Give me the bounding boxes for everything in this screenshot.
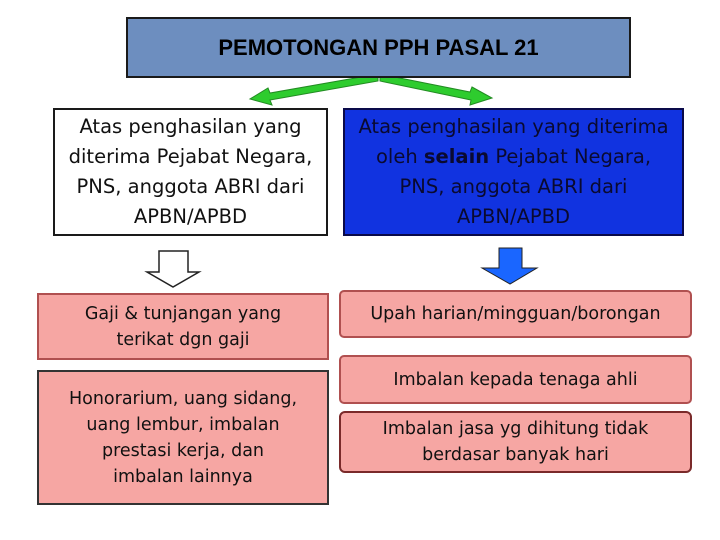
hollow-down-arrow-icon bbox=[147, 251, 199, 287]
right-header-line-suffix: Pejabat Negara, bbox=[489, 145, 652, 168]
right-item-expert-fee bbox=[339, 355, 692, 404]
left-header-line: Atas penghasilan yang bbox=[79, 115, 302, 138]
left-header-line: diterima Pejabat Negara, bbox=[68, 145, 313, 168]
left-item-honorarium bbox=[37, 370, 329, 505]
right-header-text bbox=[358, 112, 668, 232]
left-header-line: APBN/APBD bbox=[133, 205, 248, 228]
left-header-box bbox=[53, 108, 328, 236]
right-header-line bbox=[358, 142, 668, 172]
left-header-line: PNS, anggota ABRI dari bbox=[76, 175, 305, 198]
item-line: Gaji & tunjangan yang bbox=[84, 303, 282, 324]
right-item-daily-wage bbox=[339, 290, 692, 338]
selain-emphasis: selain bbox=[423, 145, 490, 168]
item-line: Upah harian/mingguan/borongan bbox=[370, 304, 661, 324]
right-header-line: Atas penghasilan yang diterima bbox=[358, 115, 669, 138]
blue-down-arrow-icon bbox=[482, 248, 537, 284]
split-arrow-icon bbox=[250, 74, 492, 105]
item-line: Imbalan kepada tenaga ahli bbox=[393, 369, 638, 390]
right-item-service-fee bbox=[339, 411, 692, 473]
item-line: imbalan lainnya bbox=[113, 466, 253, 487]
item-line: Imbalan jasa yg dihitung tidak bbox=[382, 419, 649, 439]
left-item-salary bbox=[37, 293, 329, 360]
item-line: Honorarium, uang sidang, bbox=[68, 388, 298, 409]
item-line: prestasi kerja, dan bbox=[101, 440, 265, 461]
right-header-line-prefix: oleh bbox=[375, 145, 424, 168]
left-item-text bbox=[85, 301, 281, 353]
right-item-text bbox=[383, 416, 649, 468]
right-header-line: PNS, anggota ABRI dari bbox=[399, 175, 628, 198]
right-header-line: APBN/APBD bbox=[456, 205, 571, 228]
item-line: berdasar banyak hari bbox=[422, 445, 609, 465]
title-text: PEMOTONGAN PPH PASAL 21 bbox=[218, 34, 539, 60]
item-line: uang lembur, imbalan bbox=[86, 414, 280, 435]
left-header-text bbox=[69, 112, 313, 232]
item-line: terikat dgn gaji bbox=[116, 329, 250, 350]
diagram-title bbox=[126, 17, 631, 78]
left-item-text bbox=[69, 386, 297, 490]
right-header-box bbox=[343, 108, 684, 236]
